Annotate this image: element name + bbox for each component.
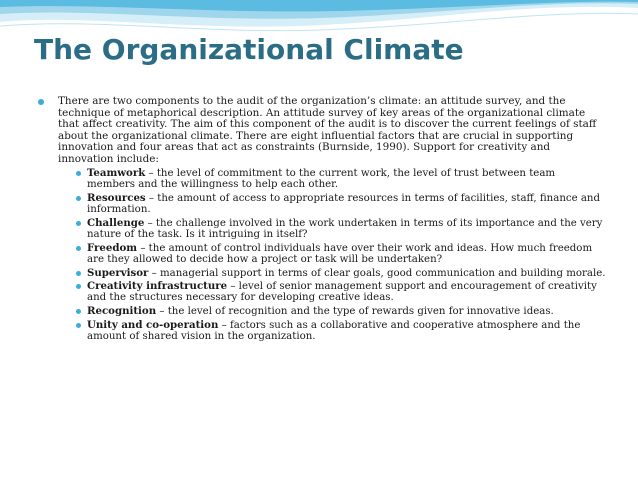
factor-term: Challenge [87,216,145,229]
factor-desc: – the level of commitment to the current work, the level of trust between team members and the willingness to help each other. [87,167,556,190]
factor-desc: – factors such as a collaborative and cooperative atmosphere and the amount of shared vision in the organization. [87,319,581,343]
factor-item-resources [76,193,606,216]
factor-desc: – managerial support in terms of clear goals, good communication and building morale. [148,267,606,279]
factor-desc: – the level of recognition and the type of rewards given for innovative ideas. [156,306,554,318]
filled-circle-icon [76,246,81,251]
factor-desc: – the challenge involved in the work undertaken in terms of its importance and the very nature of the task. Is it intriguing in itself? [87,217,603,240]
factor-item-creativity-infrastructure [76,281,606,304]
factor-item-unity-cooperation [76,320,606,343]
slide-body [36,96,606,345]
filled-circle-icon [76,196,81,201]
factor-term: Teamwork [87,166,146,179]
factor-item-supervisor [76,268,606,279]
factor-item-challenge [76,218,606,241]
filled-circle-icon [76,171,81,176]
filled-circle-icon [76,323,81,328]
factor-term: Unity and co-operation [87,318,219,331]
factor-desc: – the amount of control individuals have over their work and ideas. How much freedom are they allowed to decide how a project or task will be undertaken? [87,242,593,265]
filled-circle-icon [76,271,81,276]
factor-item-freedom [76,243,606,266]
factor-item-teamwork [76,168,606,191]
factor-term: Freedom [87,241,138,254]
factor-term: Supervisor [87,266,149,279]
factor-desc: – the amount of access to appropriate resources in terms of facilities, staff, finance and information. [87,192,601,215]
filled-circle-icon [38,99,44,105]
factor-list [36,168,606,343]
factor-term: Resources [87,191,146,204]
filled-circle-icon [76,221,81,226]
intro-text: There are two components to the audit of the organization’s climate: an attitude survey, and the technique of metaphorical description. An attitude survey of key areas of the organizational climate that affect creativity. The aim of this component of the audit is to discover the current feelings of staff about the organizational climate. There are eight influential factors that are crucial in supporting innovation and four areas that act as constraints (Burnside, 1990). Support for creativity and innovation include: [58,95,597,165]
factor-desc: – level of senior management support and encouragement of creativity and the structures necessary for developing creative ideas. [87,281,597,304]
intro-bullet [36,96,606,166]
filled-circle-icon [76,309,81,314]
factor-term: Recognition [87,305,157,318]
filled-circle-icon [76,284,81,289]
factor-item-recognition [76,306,606,317]
factor-term: Creativity infrastructure [87,280,228,293]
page-title: The Organizational Climate [34,33,464,66]
